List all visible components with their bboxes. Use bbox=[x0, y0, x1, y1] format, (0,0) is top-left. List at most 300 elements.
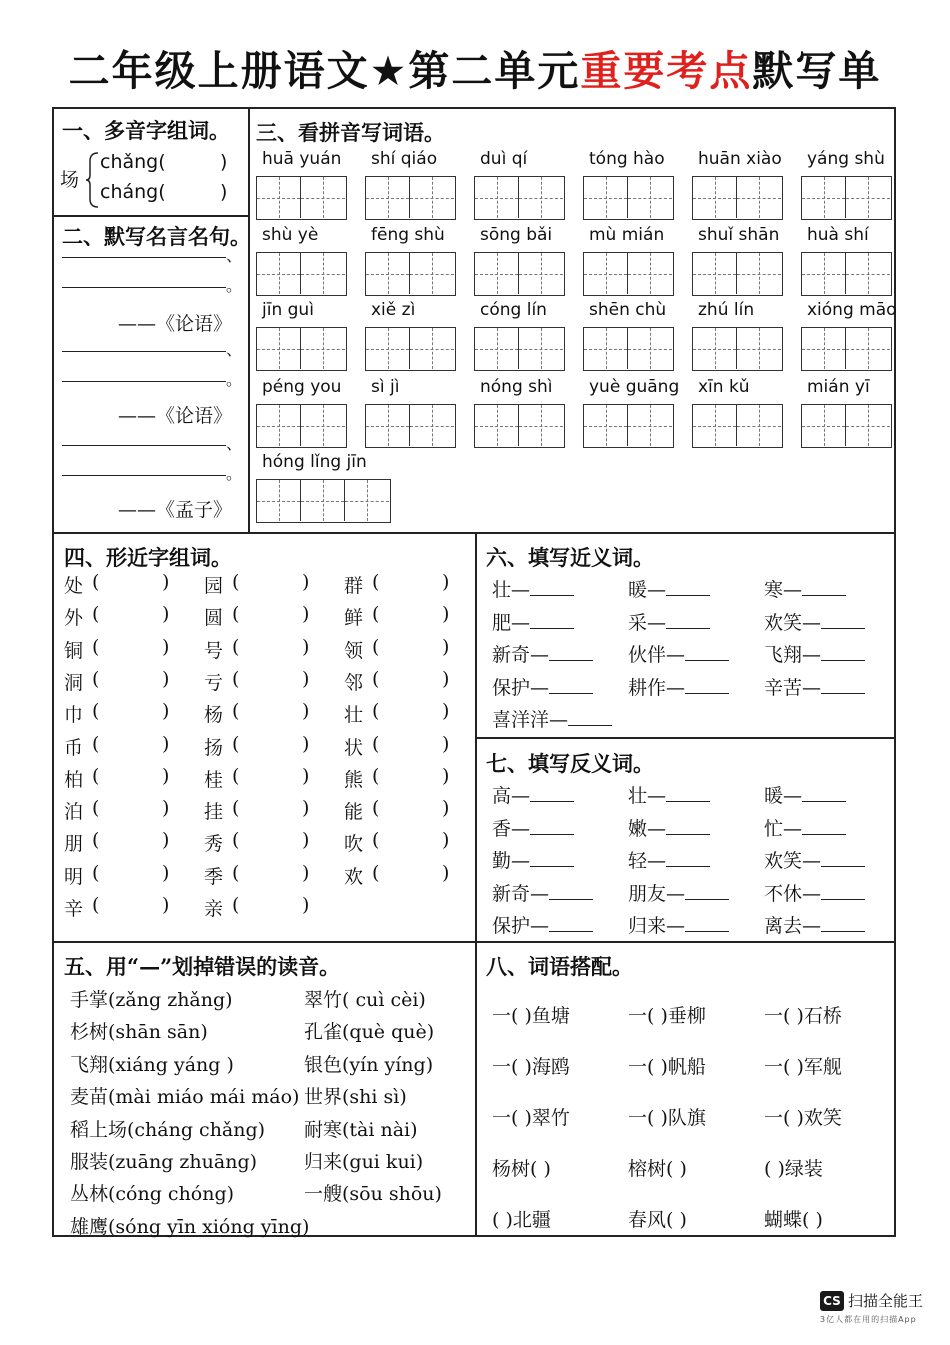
s4-char: 明 bbox=[64, 865, 84, 888]
s4-char: 能 bbox=[344, 801, 364, 824]
s4-open: ( bbox=[92, 667, 100, 690]
s7-item bbox=[628, 911, 729, 938]
s8-item: 春风( ) bbox=[628, 1209, 687, 1231]
s8-item: 一( )鱼塘 bbox=[492, 1005, 570, 1027]
s4-open: ( bbox=[232, 732, 240, 755]
s3-writing-grid bbox=[692, 404, 783, 448]
s4-close: ) bbox=[302, 764, 310, 787]
s3-writing-grid bbox=[474, 252, 565, 296]
s4-close: ) bbox=[302, 700, 310, 723]
s3-writing-grid bbox=[583, 327, 674, 371]
s3-writing-grid bbox=[256, 479, 391, 523]
s5-item-right: 孔雀(què què) bbox=[304, 1021, 435, 1044]
s2-punct: 、 bbox=[226, 340, 243, 359]
title-part3: 默写单 bbox=[752, 47, 882, 95]
s5-item-left: 丛林(cóng chóng) bbox=[70, 1183, 235, 1206]
s7-word: 不休— bbox=[764, 882, 822, 905]
s6-item bbox=[764, 608, 865, 635]
grid-cell bbox=[802, 253, 846, 294]
grid-cell bbox=[519, 177, 563, 218]
s4-open: ( bbox=[232, 764, 240, 787]
grid-cell bbox=[628, 405, 672, 446]
s2-punct: 、 bbox=[226, 246, 243, 265]
s4-char: 铜 bbox=[64, 639, 84, 662]
s7-item bbox=[628, 781, 710, 808]
s4-open: ( bbox=[92, 797, 100, 820]
s4-open: ( bbox=[372, 635, 380, 658]
s4-close: ) bbox=[162, 732, 170, 755]
s3-pinyin: shù yè bbox=[262, 225, 319, 245]
s4-char: 吹 bbox=[344, 833, 364, 856]
s3-pinyin: shēn chù bbox=[589, 300, 667, 320]
scanner-watermark bbox=[820, 1290, 923, 1325]
s4-open: ( bbox=[232, 635, 240, 658]
s4-open: ( bbox=[92, 571, 100, 593]
s7-item bbox=[492, 879, 593, 906]
s4-open: ( bbox=[372, 797, 380, 820]
camscanner-logo-icon: CS bbox=[820, 1291, 844, 1311]
s4-char: 圆 bbox=[204, 607, 224, 630]
s6-word: 采— bbox=[628, 611, 667, 634]
s4-char: 朋 bbox=[64, 833, 84, 856]
s2-blank-line bbox=[62, 475, 226, 476]
watermark-name: 扫描全能王 bbox=[848, 1292, 924, 1310]
s6-answer-blank bbox=[530, 581, 574, 596]
s4-open: ( bbox=[232, 797, 240, 820]
grid-cell bbox=[519, 405, 563, 446]
s7-item bbox=[628, 814, 710, 841]
s3-writing-grid bbox=[365, 404, 456, 448]
s4-char: 柏 bbox=[64, 768, 84, 791]
grid-cell bbox=[301, 253, 345, 294]
s7-word: 高— bbox=[492, 785, 531, 807]
s4-close: ) bbox=[162, 829, 170, 852]
s4-close: ) bbox=[442, 571, 450, 593]
grid-cell bbox=[257, 480, 301, 521]
s4-open: ( bbox=[92, 861, 100, 884]
s3-writing-grid bbox=[692, 176, 783, 220]
grid-cell bbox=[257, 253, 301, 294]
s7-answer-blank bbox=[821, 885, 865, 900]
s6-answer-blank bbox=[549, 679, 593, 694]
s6-word: 喜洋洋— bbox=[492, 709, 569, 731]
s4-char: 泊 bbox=[64, 801, 84, 824]
grid-cell bbox=[410, 328, 454, 369]
s8-item: 一( )翠竹 bbox=[492, 1107, 570, 1129]
s4-char: 辛 bbox=[64, 898, 84, 920]
grid-cell bbox=[257, 405, 301, 446]
s1-close2: ) bbox=[220, 181, 228, 203]
divider-top-middle bbox=[54, 532, 894, 534]
grid-cell bbox=[802, 177, 846, 218]
title-part2: 重要考点 bbox=[580, 47, 753, 95]
s4-char: 桂 bbox=[204, 768, 224, 791]
s4-close: ) bbox=[302, 829, 310, 852]
s7-item bbox=[628, 846, 710, 873]
s5-item-left: 稻上场(cháng chǎng) bbox=[70, 1118, 266, 1141]
s3-pinyin: mù mián bbox=[589, 225, 665, 245]
s7-word: 勤— bbox=[492, 850, 531, 872]
s4-char: 扬 bbox=[204, 736, 224, 759]
s4-char: 亲 bbox=[204, 898, 224, 920]
s6-answer-blank bbox=[821, 614, 865, 629]
s3-writing-grid bbox=[256, 327, 347, 371]
s7-word: 离去— bbox=[764, 915, 822, 937]
s4-char: 亏 bbox=[204, 671, 224, 694]
s4-char: 杨 bbox=[204, 704, 224, 727]
s1-reading2: cháng( bbox=[100, 181, 166, 203]
s8-item: 杨树( ) bbox=[492, 1158, 551, 1180]
grid-cell bbox=[846, 328, 890, 369]
s2-blank-line bbox=[62, 351, 226, 352]
title-part1: 二年级上册语文★第二单元 bbox=[68, 47, 581, 95]
s6-item bbox=[764, 640, 865, 667]
s2-blank-line bbox=[62, 287, 226, 288]
s3-writing-grid bbox=[801, 404, 892, 448]
s4-close: ) bbox=[442, 700, 450, 723]
s3-pinyin: sōng bǎi bbox=[480, 225, 553, 245]
s6-word: 伙伴— bbox=[628, 644, 686, 666]
s5-item-left: 飞翔(xiáng yáng ) bbox=[70, 1053, 234, 1076]
s6-word: 飞翔— bbox=[764, 644, 822, 666]
divider-center-vertical bbox=[475, 532, 477, 1237]
s4-open: ( bbox=[372, 829, 380, 852]
s4-char: 秀 bbox=[204, 833, 224, 856]
s4-open: ( bbox=[92, 732, 100, 755]
s6-item bbox=[492, 673, 593, 700]
s3-pinyin: péng you bbox=[262, 377, 342, 397]
grid-cell bbox=[737, 405, 781, 446]
s7-item bbox=[764, 846, 865, 873]
s2-source2: ——《论语》 bbox=[118, 405, 233, 427]
s6-word: 肥— bbox=[492, 611, 531, 634]
s3-pinyin: mián yī bbox=[807, 377, 870, 397]
grid-cell bbox=[366, 177, 410, 218]
s2-punct: 、 bbox=[226, 434, 243, 453]
s4-close: ) bbox=[302, 667, 310, 690]
s5-item-right: 银色(yín yíng) bbox=[304, 1053, 434, 1076]
s7-word: 忙— bbox=[764, 817, 803, 840]
s5-item-right: 一艘(sōu shōu) bbox=[304, 1183, 442, 1206]
s4-close: ) bbox=[302, 603, 310, 626]
grid-cell bbox=[410, 253, 454, 294]
s6-item bbox=[628, 673, 729, 700]
grid-cell bbox=[737, 328, 781, 369]
grid-cell bbox=[366, 405, 410, 446]
s4-char: 外 bbox=[64, 607, 84, 630]
s4-char: 领 bbox=[344, 639, 364, 662]
s3-pinyin: xióng māo bbox=[807, 300, 897, 320]
s7-answer-blank bbox=[666, 820, 710, 835]
s4-char: 巾 bbox=[64, 704, 84, 727]
grid-cell bbox=[584, 405, 628, 446]
page-title bbox=[0, 38, 950, 97]
s4-char: 园 bbox=[204, 575, 224, 597]
s6-answer-blank bbox=[666, 581, 710, 596]
grid-cell bbox=[802, 405, 846, 446]
s4-char: 群 bbox=[344, 575, 364, 597]
s7-word: 暖— bbox=[764, 785, 803, 807]
s4-close: ) bbox=[162, 700, 170, 723]
s8-item: 一( )垂柳 bbox=[628, 1005, 706, 1027]
s6-answer-blank bbox=[530, 614, 574, 629]
s4-open: ( bbox=[92, 700, 100, 723]
s4-char: 季 bbox=[204, 865, 224, 888]
s7-word: 保护— bbox=[492, 915, 550, 937]
s3-pinyin: nóng shì bbox=[480, 377, 553, 397]
grid-cell bbox=[584, 328, 628, 369]
s4-open: ( bbox=[372, 667, 380, 690]
s6-item bbox=[492, 640, 593, 667]
s7-answer-blank bbox=[666, 787, 710, 802]
s8-item: ( )绿装 bbox=[764, 1158, 823, 1180]
grid-cell bbox=[475, 177, 519, 218]
s4-close: ) bbox=[302, 894, 310, 916]
grid-cell bbox=[628, 253, 672, 294]
s2-title: 二、默写名言名句。 bbox=[62, 224, 251, 249]
s6-word: 保护— bbox=[492, 676, 550, 699]
s2-punct: 。 bbox=[226, 276, 243, 295]
s5-item-right: 归来(gui kui) bbox=[304, 1151, 424, 1173]
s3-pinyin: zhú lín bbox=[698, 300, 755, 320]
s8-item: 一( )帆船 bbox=[628, 1056, 706, 1078]
s4-char: 状 bbox=[344, 736, 364, 759]
s7-answer-blank bbox=[802, 820, 846, 835]
s4-close: ) bbox=[162, 667, 170, 690]
s7-answer-blank bbox=[549, 885, 593, 900]
s3-writing-grid bbox=[583, 252, 674, 296]
s4-open: ( bbox=[372, 603, 380, 626]
s5-item-left: 杉树(shān sān) bbox=[70, 1021, 208, 1044]
s5-title: 五、用“—”划掉错误的读音。 bbox=[64, 954, 341, 979]
grid-cell bbox=[519, 253, 563, 294]
grid-cell bbox=[257, 177, 301, 218]
s1-char: 场 bbox=[60, 169, 80, 191]
s3-pinyin: cóng lín bbox=[480, 300, 547, 320]
s4-open: ( bbox=[232, 603, 240, 626]
s6-answer-blank bbox=[568, 711, 612, 726]
grid-cell bbox=[628, 328, 672, 369]
s3-pinyin: jīn guì bbox=[262, 300, 314, 320]
s8-item: 一( )队旗 bbox=[628, 1107, 706, 1129]
s7-answer-blank bbox=[821, 852, 865, 867]
s4-char: 熊 bbox=[344, 768, 364, 791]
s7-answer-blank bbox=[685, 917, 729, 932]
s6-word: 耕作— bbox=[628, 676, 686, 699]
s6-word: 辛苦— bbox=[764, 676, 822, 699]
s7-word: 香— bbox=[492, 817, 531, 840]
s3-writing-grid bbox=[256, 404, 347, 448]
grid-cell bbox=[366, 328, 410, 369]
s4-close: ) bbox=[162, 894, 170, 916]
grid-cell bbox=[846, 253, 890, 294]
s3-pinyin: tóng hào bbox=[589, 149, 665, 169]
s3-writing-grid bbox=[692, 252, 783, 296]
s5-item-right: 世界(shi sì) bbox=[304, 1086, 407, 1109]
s3-pinyin: xiě zì bbox=[371, 300, 416, 320]
s4-close: ) bbox=[162, 797, 170, 820]
s8-item: 蝴蝶( ) bbox=[764, 1209, 823, 1231]
s3-pinyin: fēng shù bbox=[371, 225, 445, 245]
s3-writing-grid bbox=[692, 327, 783, 371]
s8-title: 八、词语搭配。 bbox=[486, 954, 633, 979]
s4-close: ) bbox=[442, 635, 450, 658]
s4-open: ( bbox=[372, 571, 380, 593]
s3-title: 三、看拼音写词语。 bbox=[256, 120, 445, 145]
s2-punct: 。 bbox=[226, 370, 243, 389]
s3-pinyin: hóng lǐng jīn bbox=[262, 452, 367, 472]
s7-answer-blank bbox=[549, 917, 593, 932]
s5-item-right: 翠竹( cuì cèi) bbox=[304, 989, 426, 1011]
grid-cell bbox=[475, 253, 519, 294]
s7-item bbox=[492, 846, 574, 873]
grid-cell bbox=[802, 328, 846, 369]
s3-writing-grid bbox=[583, 404, 674, 448]
s3-writing-grid bbox=[474, 404, 565, 448]
grid-cell bbox=[628, 177, 672, 218]
s5-item-left: 麦苗(mài miáo mái máo) bbox=[70, 1086, 300, 1109]
s6-item bbox=[628, 608, 710, 635]
grid-cell bbox=[257, 328, 301, 369]
s7-word: 新奇— bbox=[492, 882, 550, 905]
grid-cell bbox=[410, 405, 454, 446]
s4-close: ) bbox=[442, 667, 450, 690]
s2-blank-line bbox=[62, 257, 226, 258]
s6-answer-blank bbox=[666, 614, 710, 629]
s4-close: ) bbox=[302, 732, 310, 755]
s4-close: ) bbox=[302, 797, 310, 820]
s6-item bbox=[492, 575, 574, 602]
s4-char: 币 bbox=[64, 736, 84, 759]
s4-open: ( bbox=[372, 732, 380, 755]
s7-word: 朋友— bbox=[628, 882, 686, 905]
s1-title: 一、多音字组词。 bbox=[62, 118, 230, 143]
s7-item bbox=[492, 814, 574, 841]
s3-pinyin: sì jì bbox=[371, 377, 400, 397]
s2-source3: ——《孟子》 bbox=[118, 499, 233, 521]
s4-open: ( bbox=[232, 700, 240, 723]
grid-cell bbox=[693, 177, 737, 218]
s6-answer-blank bbox=[685, 646, 729, 661]
s7-item bbox=[764, 911, 865, 938]
s6-item bbox=[764, 575, 846, 602]
s7-word: 轻— bbox=[628, 850, 667, 872]
s6-item bbox=[492, 705, 612, 732]
s4-close: ) bbox=[162, 571, 170, 593]
s3-writing-grid bbox=[474, 327, 565, 371]
divider-s6-s7 bbox=[475, 737, 895, 739]
s7-word: 欢笑— bbox=[764, 850, 822, 872]
grid-cell bbox=[301, 177, 345, 218]
s6-word: 暖— bbox=[628, 579, 667, 601]
s2-blank-line bbox=[62, 381, 226, 382]
s4-open: ( bbox=[232, 571, 240, 593]
s7-word: 嫩— bbox=[628, 817, 667, 840]
s4-char: 洞 bbox=[64, 671, 84, 694]
grid-cell bbox=[846, 405, 890, 446]
s4-open: ( bbox=[92, 894, 100, 916]
grid-cell bbox=[693, 405, 737, 446]
s4-open: ( bbox=[372, 700, 380, 723]
s4-char: 号 bbox=[204, 639, 224, 662]
s6-word: 壮— bbox=[492, 579, 531, 601]
s4-char: 挂 bbox=[204, 801, 224, 824]
grid-cell bbox=[410, 177, 454, 218]
s3-writing-grid bbox=[801, 252, 892, 296]
s5-item-right: 耐寒(tài nài) bbox=[304, 1118, 418, 1141]
grid-cell bbox=[737, 253, 781, 294]
grid-cell bbox=[301, 328, 345, 369]
s3-pinyin: shuǐ shān bbox=[698, 225, 780, 245]
s6-item bbox=[628, 640, 729, 667]
grid-cell bbox=[693, 253, 737, 294]
grid-cell bbox=[475, 405, 519, 446]
s4-close: ) bbox=[442, 732, 450, 755]
s6-title: 六、填写近义词。 bbox=[486, 545, 654, 570]
grid-cell bbox=[345, 480, 389, 521]
grid-cell bbox=[737, 177, 781, 218]
s3-pinyin: yuè guāng bbox=[589, 377, 680, 397]
s7-item bbox=[492, 911, 593, 938]
s4-close: ) bbox=[162, 861, 170, 884]
s6-answer-blank bbox=[821, 646, 865, 661]
s3-pinyin: duì qí bbox=[480, 149, 528, 169]
watermark-sub: 3亿人都在用的扫描App bbox=[820, 1315, 917, 1324]
s4-open: ( bbox=[232, 861, 240, 884]
s6-word: 寒— bbox=[764, 579, 803, 601]
s4-close: ) bbox=[162, 764, 170, 787]
s8-item: 一( )海鸥 bbox=[492, 1056, 570, 1078]
s6-item bbox=[628, 575, 710, 602]
s4-open: ( bbox=[92, 764, 100, 787]
s4-title: 四、形近字组词。 bbox=[64, 545, 232, 570]
s7-item bbox=[764, 879, 865, 906]
s3-pinyin: huà shí bbox=[807, 225, 869, 245]
s6-answer-blank bbox=[802, 581, 846, 596]
grid-cell bbox=[301, 480, 345, 521]
s4-close: ) bbox=[162, 635, 170, 658]
s4-char: 壮 bbox=[344, 704, 364, 727]
s4-close: ) bbox=[162, 603, 170, 626]
s8-item: 榕树( ) bbox=[628, 1158, 687, 1180]
s3-pinyin: shí qiáo bbox=[371, 149, 438, 169]
grid-cell bbox=[519, 328, 563, 369]
s1-reading1: chǎng( bbox=[100, 151, 166, 173]
s4-close: ) bbox=[442, 829, 450, 852]
s4-open: ( bbox=[92, 635, 100, 658]
s3-writing-grid bbox=[256, 176, 347, 220]
s7-answer-blank bbox=[666, 852, 710, 867]
s5-item-left: 手掌(zǎng zhǎng) bbox=[70, 989, 233, 1011]
s4-close: ) bbox=[442, 603, 450, 626]
s7-answer-blank bbox=[685, 885, 729, 900]
s4-close: ) bbox=[302, 635, 310, 658]
s4-char: 邻 bbox=[344, 671, 364, 694]
grid-cell bbox=[584, 253, 628, 294]
worksheet bbox=[52, 107, 896, 1237]
s3-writing-grid bbox=[365, 176, 456, 220]
s8-item: 一( )欢笑 bbox=[764, 1107, 842, 1129]
s8-item: 一( )军舰 bbox=[764, 1056, 842, 1078]
s7-answer-blank bbox=[821, 917, 865, 932]
s3-writing-grid bbox=[474, 176, 565, 220]
s4-open: ( bbox=[92, 829, 100, 852]
grid-cell bbox=[584, 177, 628, 218]
s7-answer-blank bbox=[530, 852, 574, 867]
s4-open: ( bbox=[232, 894, 240, 916]
s2-punct: 。 bbox=[226, 464, 243, 483]
divider-left-vertical bbox=[248, 109, 250, 532]
